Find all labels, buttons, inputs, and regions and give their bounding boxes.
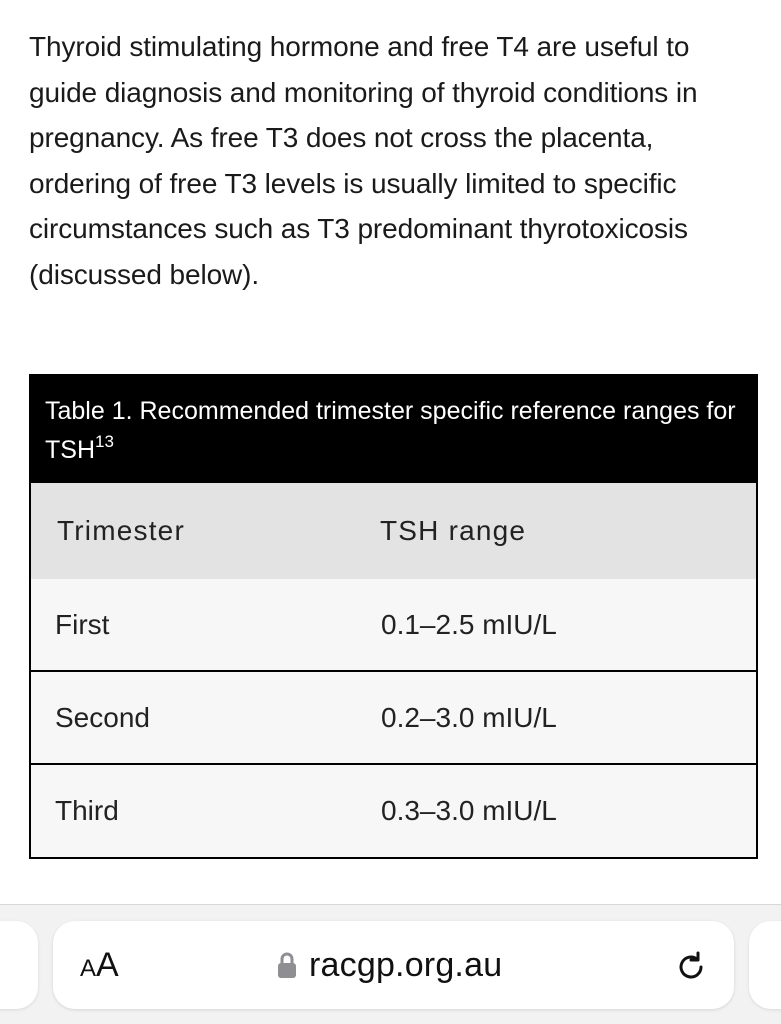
reference-range-table xyxy=(29,374,758,859)
caption-reference[interactable]: 13 xyxy=(95,431,114,451)
next-tab-preview[interactable] xyxy=(749,921,781,1009)
cell-tsh-range: 0.1–2.5 mIU/L xyxy=(354,579,756,671)
url-text: racgp.org.au xyxy=(309,945,503,984)
previous-tab-preview[interactable] xyxy=(0,921,38,1009)
cell-trimester: Second xyxy=(31,671,354,764)
browser-toolbar xyxy=(0,904,781,1024)
cell-trimester: First xyxy=(31,579,354,671)
text-size-small-glyph: A xyxy=(80,955,97,982)
intro-paragraph: Thyroid stimulating hormone and free T4 are useful to guide diagnosis and monitoring of thyroid conditions in pregnancy. As free T3 does not cross the placenta, ordering of free T3 levels is usually limited to specific circumstances such as T3 predominant thyrotoxicosis (discussed below). xyxy=(29,31,698,290)
table-row xyxy=(31,671,756,764)
text-size-button[interactable] xyxy=(80,921,119,1009)
article-body xyxy=(29,24,759,298)
table-caption xyxy=(31,376,756,483)
reload-icon[interactable] xyxy=(673,949,709,985)
header-tsh-range: TSH range xyxy=(354,483,756,579)
lock-icon xyxy=(277,951,297,979)
tsh-table xyxy=(31,483,756,857)
address-bar[interactable] xyxy=(53,921,734,1009)
cell-trimester: Third xyxy=(31,764,354,857)
text-size-large-glyph: A xyxy=(96,946,119,984)
table-caption-text: Table 1. Recommended trimester specific reference ranges for TSH xyxy=(45,397,736,464)
table-row xyxy=(31,764,756,857)
table-row xyxy=(31,579,756,671)
url-display[interactable] xyxy=(277,921,502,1009)
cell-tsh-range: 0.3–3.0 mIU/L xyxy=(354,764,756,857)
table-header-row xyxy=(31,483,756,579)
header-trimester: Trimester xyxy=(31,483,354,579)
cell-tsh-range: 0.2–3.0 mIU/L xyxy=(354,671,756,764)
